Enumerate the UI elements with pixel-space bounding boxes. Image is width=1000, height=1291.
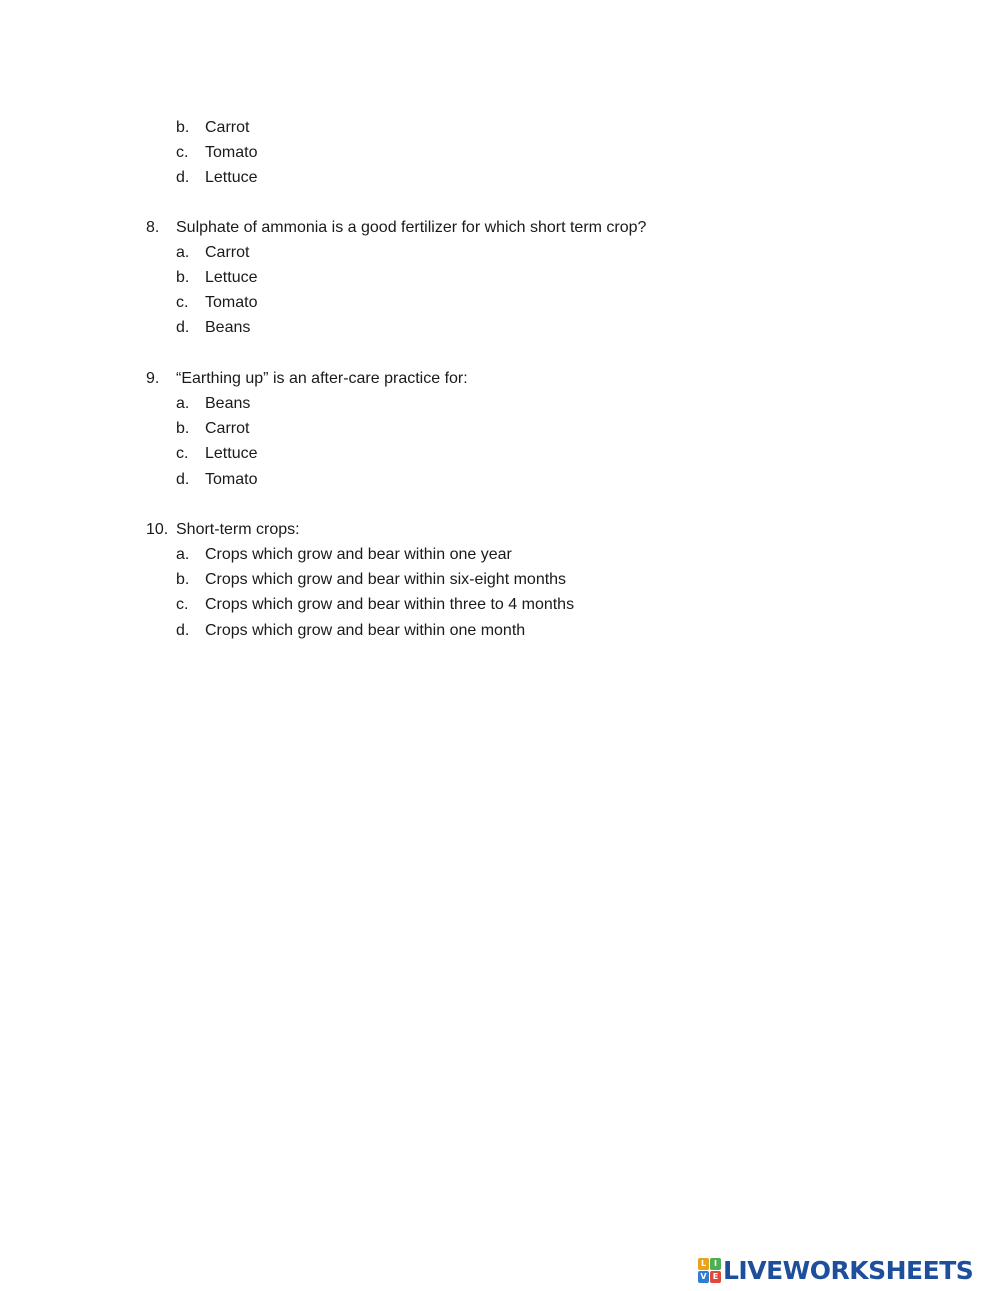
option-letter: b. [176, 269, 190, 286]
question-number: 8. [146, 219, 160, 236]
option-letter: d. [176, 622, 190, 639]
option-letter: c. [176, 294, 189, 311]
question-text: Short-term crops: [176, 521, 300, 538]
option-letter: a. [176, 244, 190, 261]
option-text: Crops which grow and bear within three to 4 months [205, 596, 575, 613]
logo-tile-e: E [710, 1271, 721, 1283]
option-letter: d. [176, 169, 190, 186]
option-letter: b. [176, 571, 190, 588]
logo-tile-l: L [698, 1258, 709, 1270]
option-letter: a. [176, 395, 190, 412]
option-letter: b. [176, 119, 190, 136]
option-text: Lettuce [205, 269, 258, 286]
liveworksheets-logo [698, 1256, 973, 1284]
option-text: Carrot [205, 420, 250, 437]
option-text: Crops which grow and bear within one month [205, 622, 526, 639]
option-text: Carrot [205, 244, 250, 261]
option-letter: b. [176, 420, 190, 437]
live-tiles-icon [698, 1258, 720, 1282]
question-number: 9. [146, 370, 160, 387]
option-letter: d. [176, 471, 190, 488]
logo-tile-i: I [710, 1258, 721, 1270]
option-letter: d. [176, 319, 190, 336]
logo-wordmark: LIVEWORKSHEETS [723, 1255, 974, 1285]
option-letter: a. [176, 546, 190, 563]
option-text: Tomato [205, 471, 258, 488]
logo-tile-v: V [698, 1271, 709, 1283]
option-letter: c. [176, 445, 189, 462]
option-letter: c. [176, 144, 189, 161]
option-text: Beans [205, 395, 251, 412]
option-letter: c. [176, 596, 189, 613]
option-text: Tomato [205, 294, 258, 311]
option-text: Crops which grow and bear within six-eight months [205, 571, 567, 588]
question-text: “Earthing up” is an after-care practice for: [176, 370, 468, 387]
option-text: Beans [205, 319, 251, 336]
option-text: Lettuce [205, 169, 258, 186]
question-number: 10. [146, 521, 169, 538]
question-text: Sulphate of ammonia is a good fertilizer for which short term crop? [176, 219, 647, 236]
option-text: Crops which grow and bear within one year [205, 546, 512, 563]
option-text: Tomato [205, 144, 258, 161]
option-text: Lettuce [205, 445, 258, 462]
option-text: Carrot [205, 119, 250, 136]
